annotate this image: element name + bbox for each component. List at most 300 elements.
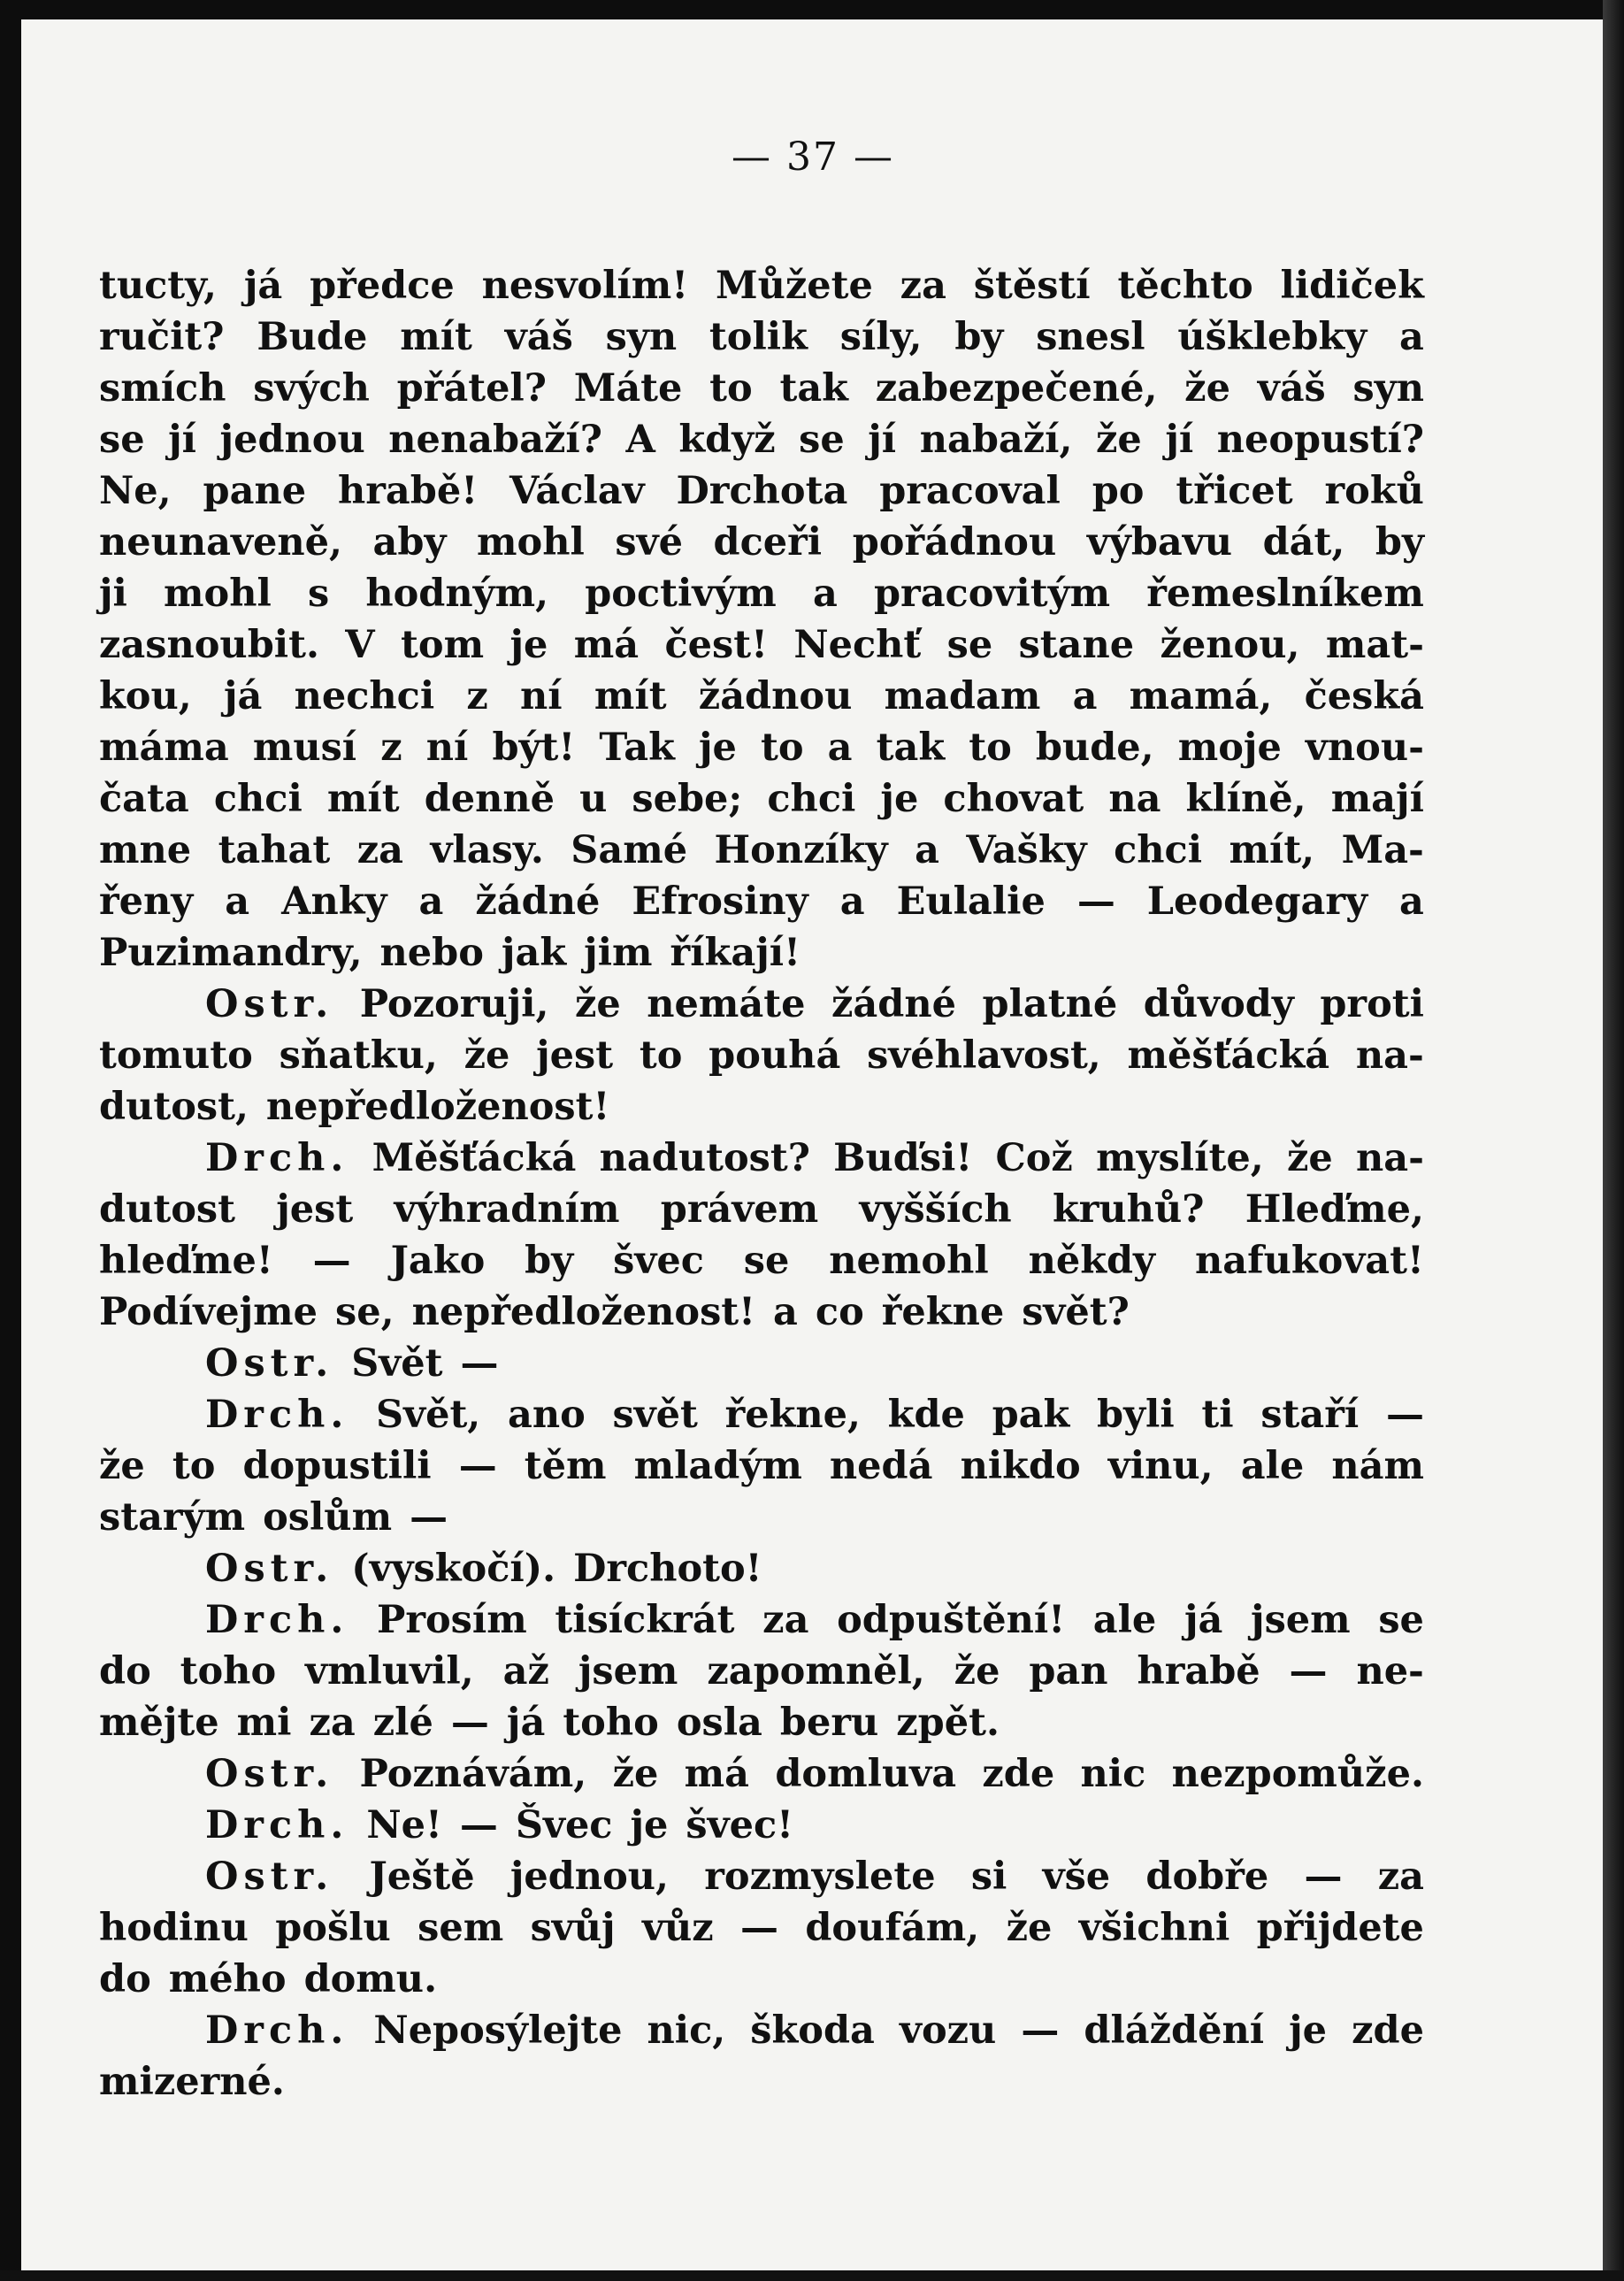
word: mi <box>236 1701 292 1745</box>
word: mít <box>326 777 400 821</box>
word: toho <box>563 1701 659 1745</box>
word: po <box>1092 469 1145 513</box>
word: a <box>827 726 853 770</box>
word: že <box>99 1444 145 1488</box>
word: těm <box>524 1444 607 1488</box>
word: Švec <box>515 1803 613 1847</box>
word: za <box>762 1598 809 1642</box>
word: a <box>1399 315 1424 359</box>
word: roků <box>1324 469 1424 513</box>
word: že <box>1184 366 1230 411</box>
word: Buďsi! <box>833 1136 973 1180</box>
word: to <box>172 1444 216 1488</box>
text-line <box>99 517 1424 568</box>
word: domluva <box>775 1752 957 1796</box>
word: jsem <box>578 1649 678 1693</box>
word: Drchota <box>676 469 848 513</box>
word: dopustili <box>242 1444 432 1488</box>
word: chovat <box>943 777 1084 821</box>
word: nic <box>1080 1752 1146 1796</box>
word: Jako <box>390 1239 486 1283</box>
word: a <box>773 1290 798 1334</box>
word: V <box>345 623 375 667</box>
word: z <box>380 726 402 770</box>
text-line <box>99 825 1424 876</box>
word: Puzimandry, <box>99 931 363 975</box>
word: z <box>466 674 488 718</box>
word: to <box>639 1033 683 1078</box>
word: do <box>99 1957 151 2001</box>
word: za <box>900 264 946 308</box>
text-line <box>99 1492 1424 1543</box>
word: — <box>312 1239 351 1283</box>
word: hrabě <box>1137 1649 1260 1693</box>
word: se <box>743 1239 790 1283</box>
word: že <box>463 1033 510 1078</box>
word: toho <box>180 1649 277 1693</box>
word: já <box>1184 1598 1223 1642</box>
word: dobře <box>1145 1855 1269 1899</box>
word: Anky <box>281 879 387 924</box>
word: tomuto <box>99 1033 253 1078</box>
word: lidiček <box>1280 264 1424 308</box>
word: jest <box>536 1033 614 1078</box>
word: Nechť <box>793 623 922 667</box>
text-line <box>99 568 1424 619</box>
word: nikdo <box>960 1444 1081 1488</box>
word: to <box>761 726 804 770</box>
word: mít <box>594 674 667 718</box>
text-line <box>99 619 1424 671</box>
word: nadutost? <box>599 1136 810 1180</box>
word: tom <box>401 623 485 667</box>
word: Bude <box>257 315 368 359</box>
word: nechci <box>294 674 435 718</box>
word: rozmyslete <box>704 1855 936 1899</box>
word: nemáte <box>647 982 806 1026</box>
word: dutost, <box>99 1085 249 1129</box>
text-line <box>99 2005 1424 2056</box>
word: Podívejme <box>99 1290 318 1334</box>
speaker-name: Ostr. <box>205 1855 334 1899</box>
word: — <box>459 1803 498 1847</box>
word: Václav <box>509 469 645 513</box>
book-page <box>21 19 1605 2274</box>
word: pošlu <box>275 1906 391 1950</box>
text-line <box>99 1800 1424 1851</box>
word: pořádnou <box>852 520 1057 564</box>
word: Což <box>995 1136 1073 1180</box>
word: svět <box>612 1393 698 1437</box>
word: pak <box>992 1393 1070 1437</box>
word: ne- <box>1356 1649 1424 1693</box>
word: hleďme! <box>99 1239 273 1283</box>
word: čata <box>99 777 189 821</box>
word: pracovitým <box>873 572 1111 616</box>
word: a <box>418 879 444 924</box>
word: si <box>970 1855 1007 1899</box>
word: vyšších <box>859 1187 1012 1232</box>
word: švec! <box>686 1803 794 1847</box>
word: mladým <box>633 1444 802 1488</box>
text-line <box>99 1030 1424 1081</box>
word: na <box>1108 777 1161 821</box>
word: u <box>579 777 608 821</box>
word: nepředloženost! <box>411 1290 756 1334</box>
word: dláždění <box>1084 2008 1265 2053</box>
word: domu. <box>303 1957 438 2001</box>
word: Prosím <box>377 1598 527 1642</box>
word: jest <box>276 1187 354 1232</box>
word: A <box>625 418 655 462</box>
word: je <box>1289 2008 1328 2053</box>
speaker-name: Drch. <box>205 1393 349 1437</box>
word: a <box>839 879 865 924</box>
word: své <box>615 520 683 564</box>
word: — <box>1021 2008 1060 2053</box>
word: přijdete <box>1256 1906 1424 1950</box>
text-line <box>99 311 1424 363</box>
word: někdy <box>1028 1239 1156 1283</box>
word: — <box>450 1701 489 1745</box>
word: když <box>678 418 776 462</box>
word: mají <box>1330 777 1424 821</box>
word: jak <box>501 931 567 975</box>
word: Ma- <box>1341 828 1424 872</box>
word: Leodegary <box>1146 879 1368 924</box>
page-number: — 37 — <box>732 134 894 180</box>
word: Pozoruji, <box>359 982 549 1026</box>
text-line <box>99 260 1424 311</box>
word: nemohl <box>829 1239 989 1283</box>
text-line <box>99 1902 1424 1954</box>
word: síly, <box>839 315 923 359</box>
speaker-name: Ostr. <box>205 1752 334 1796</box>
word: hodinu <box>99 1906 249 1950</box>
word: za <box>1377 1855 1424 1899</box>
word: čest! <box>664 623 768 667</box>
word: doufám, <box>805 1906 980 1950</box>
page-edge-right <box>1603 0 1624 2281</box>
page-edge-bottom <box>0 2270 1624 2281</box>
word: dát, <box>1262 520 1345 564</box>
word: musí <box>252 726 357 770</box>
word: Honzíky <box>714 828 888 872</box>
word: že <box>954 1649 1000 1693</box>
word: vnou- <box>1305 726 1424 770</box>
word: chci <box>213 777 303 821</box>
word: sňatku, <box>279 1033 438 1078</box>
word: bude, <box>1035 726 1154 770</box>
word: hodným, <box>365 572 549 616</box>
word: Ne! <box>366 1803 442 1847</box>
word: je <box>698 726 737 770</box>
text-line <box>99 773 1424 825</box>
text-line <box>99 979 1424 1030</box>
word: — <box>1385 1393 1424 1437</box>
word: že <box>1006 1906 1053 1950</box>
word: ji <box>99 572 127 616</box>
word: ní <box>425 726 469 770</box>
text-line <box>99 2056 1424 2108</box>
word: Efrosiny <box>632 879 808 924</box>
word: nenabaží? <box>388 418 602 462</box>
text-line <box>99 1286 1424 1338</box>
text-line <box>99 671 1424 722</box>
word: Můžete <box>715 264 873 308</box>
word: by <box>1375 520 1424 564</box>
word: Ještě <box>369 1855 475 1899</box>
word: platné <box>982 982 1118 1026</box>
word: pouhá <box>709 1033 841 1078</box>
word: česká <box>1304 674 1424 718</box>
word: jednou, <box>509 1855 669 1899</box>
word: těchto <box>1117 264 1253 308</box>
word: svět? <box>1022 1290 1130 1334</box>
word: a <box>915 828 939 872</box>
word: zabezpečené, <box>875 366 1158 411</box>
speaker-name: Ostr. <box>205 982 334 1026</box>
word: mít <box>400 315 472 359</box>
word: do <box>99 1649 151 1693</box>
word: — <box>1304 1855 1343 1899</box>
word: pracoval <box>879 469 1061 513</box>
word: nabaží, <box>919 418 1073 462</box>
word: váš <box>1257 366 1326 411</box>
word: štěstí <box>973 264 1091 308</box>
word: — <box>458 1444 497 1488</box>
word: jim <box>584 931 653 975</box>
word: by <box>954 315 1004 359</box>
speaker-name: Drch. <box>205 1136 349 1180</box>
word: — <box>1076 879 1115 924</box>
word: nepředloženost! <box>265 1085 610 1129</box>
word: říkají! <box>670 931 801 975</box>
word: chci <box>767 777 856 821</box>
word: mého <box>168 1957 287 2001</box>
word: byli <box>1097 1393 1175 1437</box>
text-line <box>99 1954 1424 2005</box>
word: jí <box>868 418 897 462</box>
word: vše <box>1042 1855 1111 1899</box>
word: Poznávám, <box>359 1752 587 1796</box>
word: smích <box>99 366 226 411</box>
word: proti <box>1320 982 1424 1026</box>
word: Samé <box>571 828 688 872</box>
word: nic, <box>647 2008 726 2053</box>
text-line <box>99 1543 1424 1594</box>
word: vozu <box>899 2008 997 2053</box>
word: řekne <box>881 1290 1005 1334</box>
text-line <box>99 1646 1424 1697</box>
word: jí <box>168 418 197 462</box>
word: výhradním <box>394 1187 620 1232</box>
speaker-name: Ostr. <box>205 1547 334 1591</box>
word: jednou <box>219 418 365 462</box>
text-line <box>99 1133 1424 1184</box>
word: pan <box>1029 1649 1108 1693</box>
word: já <box>223 674 263 718</box>
word: kruhů? <box>1052 1187 1205 1232</box>
word: denně <box>424 777 555 821</box>
word: se <box>1378 1598 1424 1642</box>
word: co <box>815 1290 864 1334</box>
word: až <box>502 1649 549 1693</box>
body-text <box>99 260 1424 2108</box>
word: myslíte, <box>1096 1136 1264 1180</box>
word: zlé <box>372 1701 433 1745</box>
word: právem <box>660 1187 819 1232</box>
text-line <box>99 722 1424 773</box>
word: Ne, <box>99 469 172 513</box>
text-line <box>99 465 1424 517</box>
word: tak <box>779 366 848 411</box>
word: Vašky <box>966 828 1087 872</box>
word: ženou, <box>1160 623 1300 667</box>
text-line <box>99 1338 1424 1389</box>
word: svůj <box>530 1906 616 1950</box>
word: svéhlavost, <box>867 1033 1101 1078</box>
word: škoda <box>750 2008 875 2053</box>
word: ti <box>1201 1393 1234 1437</box>
word: má <box>573 623 640 667</box>
word: a <box>1072 674 1098 718</box>
word: vmluvil, <box>305 1649 474 1693</box>
word: tahat <box>218 828 331 872</box>
word: jí <box>1165 418 1194 462</box>
word: jsem <box>1251 1598 1351 1642</box>
word: zasnoubit. <box>99 623 319 667</box>
word: mohl <box>477 520 585 564</box>
word: svých <box>253 366 370 411</box>
word: řemeslníkem <box>1146 572 1424 616</box>
word: tolik <box>709 315 808 359</box>
word: — <box>740 1906 778 1950</box>
word: a <box>1399 879 1424 924</box>
speaker-name: Drch. <box>205 1803 349 1847</box>
word: všichni <box>1078 1906 1230 1950</box>
word: staří <box>1260 1393 1360 1437</box>
text-line <box>99 1184 1424 1235</box>
word: na- <box>1355 1033 1424 1078</box>
word: výbavu <box>1086 520 1232 564</box>
word: mne <box>99 828 192 872</box>
word: tisíckrát <box>555 1598 735 1642</box>
word: švec <box>613 1239 704 1283</box>
word: Svět, <box>376 1393 481 1437</box>
word: stane <box>1018 623 1135 667</box>
word: vinu, <box>1107 1444 1214 1488</box>
word: ručit? <box>99 315 225 359</box>
word: se <box>946 623 993 667</box>
word: měšťácká <box>1127 1033 1330 1078</box>
word: Měšťácká <box>372 1136 577 1180</box>
word: aby <box>372 520 447 564</box>
text-line <box>99 1851 1424 1902</box>
word: ano <box>507 1393 586 1437</box>
word: že <box>575 982 621 1026</box>
word: žádné <box>475 879 601 924</box>
word: madam <box>884 674 1041 718</box>
word: být! <box>492 726 576 770</box>
word: že <box>1096 418 1142 462</box>
word: já <box>506 1701 546 1745</box>
text-line <box>99 414 1424 465</box>
word: mít, <box>1229 828 1315 872</box>
speaker-name: Drch. <box>205 2008 349 2053</box>
word: hrabě! <box>337 469 479 513</box>
word: by <box>525 1239 574 1283</box>
word: Tak <box>599 726 675 770</box>
word: — <box>460 1341 499 1386</box>
word: osla <box>676 1701 762 1745</box>
word: na- <box>1355 1136 1424 1180</box>
word: zde <box>982 1752 1055 1796</box>
word: váš <box>504 315 573 359</box>
word: důvody <box>1143 982 1294 1026</box>
word: mamá, <box>1129 674 1273 718</box>
word: a <box>225 879 250 924</box>
word: dutost <box>99 1187 235 1232</box>
word: nám <box>1331 1444 1424 1488</box>
word: mat- <box>1325 623 1424 667</box>
word: to <box>709 366 753 411</box>
word: ale <box>1092 1598 1157 1642</box>
word: přátel? <box>396 366 547 411</box>
word: nedá <box>829 1444 933 1488</box>
word: sebe; <box>632 777 743 821</box>
word: žádnou <box>698 674 853 718</box>
word: mizerné. <box>99 2060 285 2104</box>
word: syn <box>605 315 678 359</box>
word: předce <box>310 264 455 308</box>
word: (vyskočí). <box>351 1547 556 1591</box>
word: zpět. <box>896 1701 1000 1745</box>
text-line <box>99 876 1424 927</box>
word: poctivým <box>585 572 777 616</box>
word: sem <box>417 1906 504 1950</box>
text-line <box>99 927 1424 979</box>
word: má <box>684 1752 750 1796</box>
word: pane <box>203 469 307 513</box>
word: ale <box>1240 1444 1305 1488</box>
word: Svět <box>351 1341 443 1386</box>
word: Drchoto! <box>573 1547 762 1591</box>
word: se, <box>335 1290 395 1334</box>
word: nafukovat! <box>1194 1239 1424 1283</box>
word: žádné <box>831 982 956 1026</box>
text-line <box>99 363 1424 414</box>
word: řeny <box>99 879 194 924</box>
text-line <box>99 1389 1424 1440</box>
word: odpuštění! <box>837 1598 1066 1642</box>
word: s <box>307 572 330 616</box>
word: a <box>812 572 838 616</box>
word: máma <box>99 726 229 770</box>
word: za <box>356 828 403 872</box>
word: Eulalie <box>896 879 1046 924</box>
word: ní <box>520 674 563 718</box>
word: zapomněl, <box>707 1649 925 1693</box>
word: neopustí? <box>1216 418 1424 462</box>
word: vlasy. <box>430 828 544 872</box>
word: se <box>99 418 145 462</box>
word: to <box>969 726 1012 770</box>
word: syn <box>1352 366 1424 411</box>
text-line <box>99 1081 1424 1133</box>
word: za <box>309 1701 356 1745</box>
word: kde <box>887 1393 965 1437</box>
